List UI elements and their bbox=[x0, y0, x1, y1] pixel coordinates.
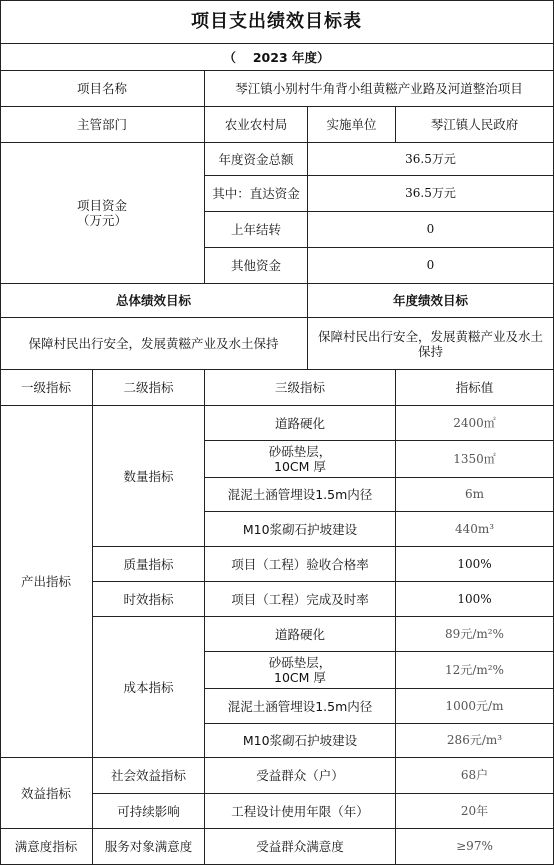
quantity-item-name: 砂砾垫层， 10CM 厚 bbox=[205, 441, 396, 478]
impl-label: 实施单位 bbox=[308, 107, 396, 143]
sustain-item-name: 工程设计使用年限（年） bbox=[205, 794, 396, 829]
dept-value: 农业农村局 bbox=[205, 107, 308, 143]
social-item-name: 受益群众（户） bbox=[205, 758, 396, 794]
level1-benefit: 效益指标 bbox=[0, 758, 93, 829]
level2-sustain: 可持续影响 bbox=[93, 794, 205, 829]
social-item-value: 68户 bbox=[396, 758, 554, 794]
project-name-label: 项目名称 bbox=[0, 71, 205, 107]
cost-item-name: M10浆砌石护坡建设 bbox=[205, 724, 396, 758]
annual-goal-header: 年度绩效目标 bbox=[308, 284, 554, 318]
timeliness-item-value: 100% bbox=[396, 582, 554, 617]
overall-goal-header: 总体绩效目标 bbox=[0, 284, 308, 318]
fund-label: 项目资金 （万元） bbox=[0, 143, 205, 284]
quantity-item-value: 440m³ bbox=[396, 512, 554, 547]
header-level2: 二级指标 bbox=[93, 370, 205, 406]
service-item-value: ≥97% bbox=[396, 829, 554, 865]
fund-total-label: 年度资金总额 bbox=[205, 143, 308, 176]
header-value: 指标值 bbox=[396, 370, 554, 406]
fund-other-value: 0 bbox=[308, 248, 554, 284]
cost-item-name: 道路硬化 bbox=[205, 617, 396, 652]
timeliness-item-name: 项目（工程）完成及时率 bbox=[205, 582, 396, 617]
overall-goal-text: 保障村民出行安全，发展黄糍产业及水土保持 bbox=[0, 318, 308, 370]
fund-other-label: 其他资金 bbox=[205, 248, 308, 284]
level2-service: 服务对象满意度 bbox=[93, 829, 205, 865]
level2-quality: 质量指标 bbox=[93, 547, 205, 582]
header-level1: 一级指标 bbox=[0, 370, 93, 406]
quantity-item-value: 6m bbox=[396, 478, 554, 512]
impl-value: 琴江镇人民政府 bbox=[396, 107, 554, 143]
cost-item-value: 1000元/m bbox=[396, 689, 554, 724]
quantity-item-name: 道路硬化 bbox=[205, 406, 396, 441]
cost-item-value: 89元/m²% bbox=[396, 617, 554, 652]
table-title: 项目支出绩效目标表 bbox=[0, 0, 554, 44]
level2-timeliness: 时效指标 bbox=[93, 582, 205, 617]
fund-carry-value: 0 bbox=[308, 212, 554, 248]
fund-total-value: 36.5万元 bbox=[308, 143, 554, 176]
level1-output: 产出指标 bbox=[0, 406, 93, 758]
project-name-value: 琴江镇小别村牛角背小组黄糍产业路及河道整治项目 bbox=[205, 71, 554, 107]
annual-goal-text: 保障村民出行安全，发展黄糍产业及水土保持 bbox=[308, 318, 554, 370]
quality-item-name: 项目（工程）验收合格率 bbox=[205, 547, 396, 582]
fund-direct-label: 其中：直达资金 bbox=[205, 176, 308, 212]
quantity-item-value: 1350㎡ bbox=[396, 441, 554, 478]
year-label: （ 2023 年度） bbox=[0, 44, 554, 71]
cost-item-name: 砂砾垫层， 10CM 厚 bbox=[205, 652, 396, 689]
cost-item-value: 12元/m²% bbox=[396, 652, 554, 689]
dept-label: 主管部门 bbox=[0, 107, 205, 143]
header-level3: 三级指标 bbox=[205, 370, 396, 406]
fund-carry-label: 上年结转 bbox=[205, 212, 308, 248]
level2-cost: 成本指标 bbox=[93, 617, 205, 758]
level2-quantity: 数量指标 bbox=[93, 406, 205, 547]
cost-item-name: 混泥土涵管埋设1.5m内径 bbox=[205, 689, 396, 724]
level2-social: 社会效益指标 bbox=[93, 758, 205, 794]
quantity-item-value: 2400㎡ bbox=[396, 406, 554, 441]
quality-item-value: 100% bbox=[396, 547, 554, 582]
fund-direct-value: 36.5万元 bbox=[308, 176, 554, 212]
sustain-item-value: 20年 bbox=[396, 794, 554, 829]
quantity-item-name: M10浆砌石护坡建设 bbox=[205, 512, 396, 547]
service-item-name: 受益群众满意度 bbox=[205, 829, 396, 865]
quantity-item-name: 混泥土涵管埋设1.5m内径 bbox=[205, 478, 396, 512]
cost-item-value: 286元/m³ bbox=[396, 724, 554, 758]
level1-satisfaction: 满意度指标 bbox=[0, 829, 93, 865]
